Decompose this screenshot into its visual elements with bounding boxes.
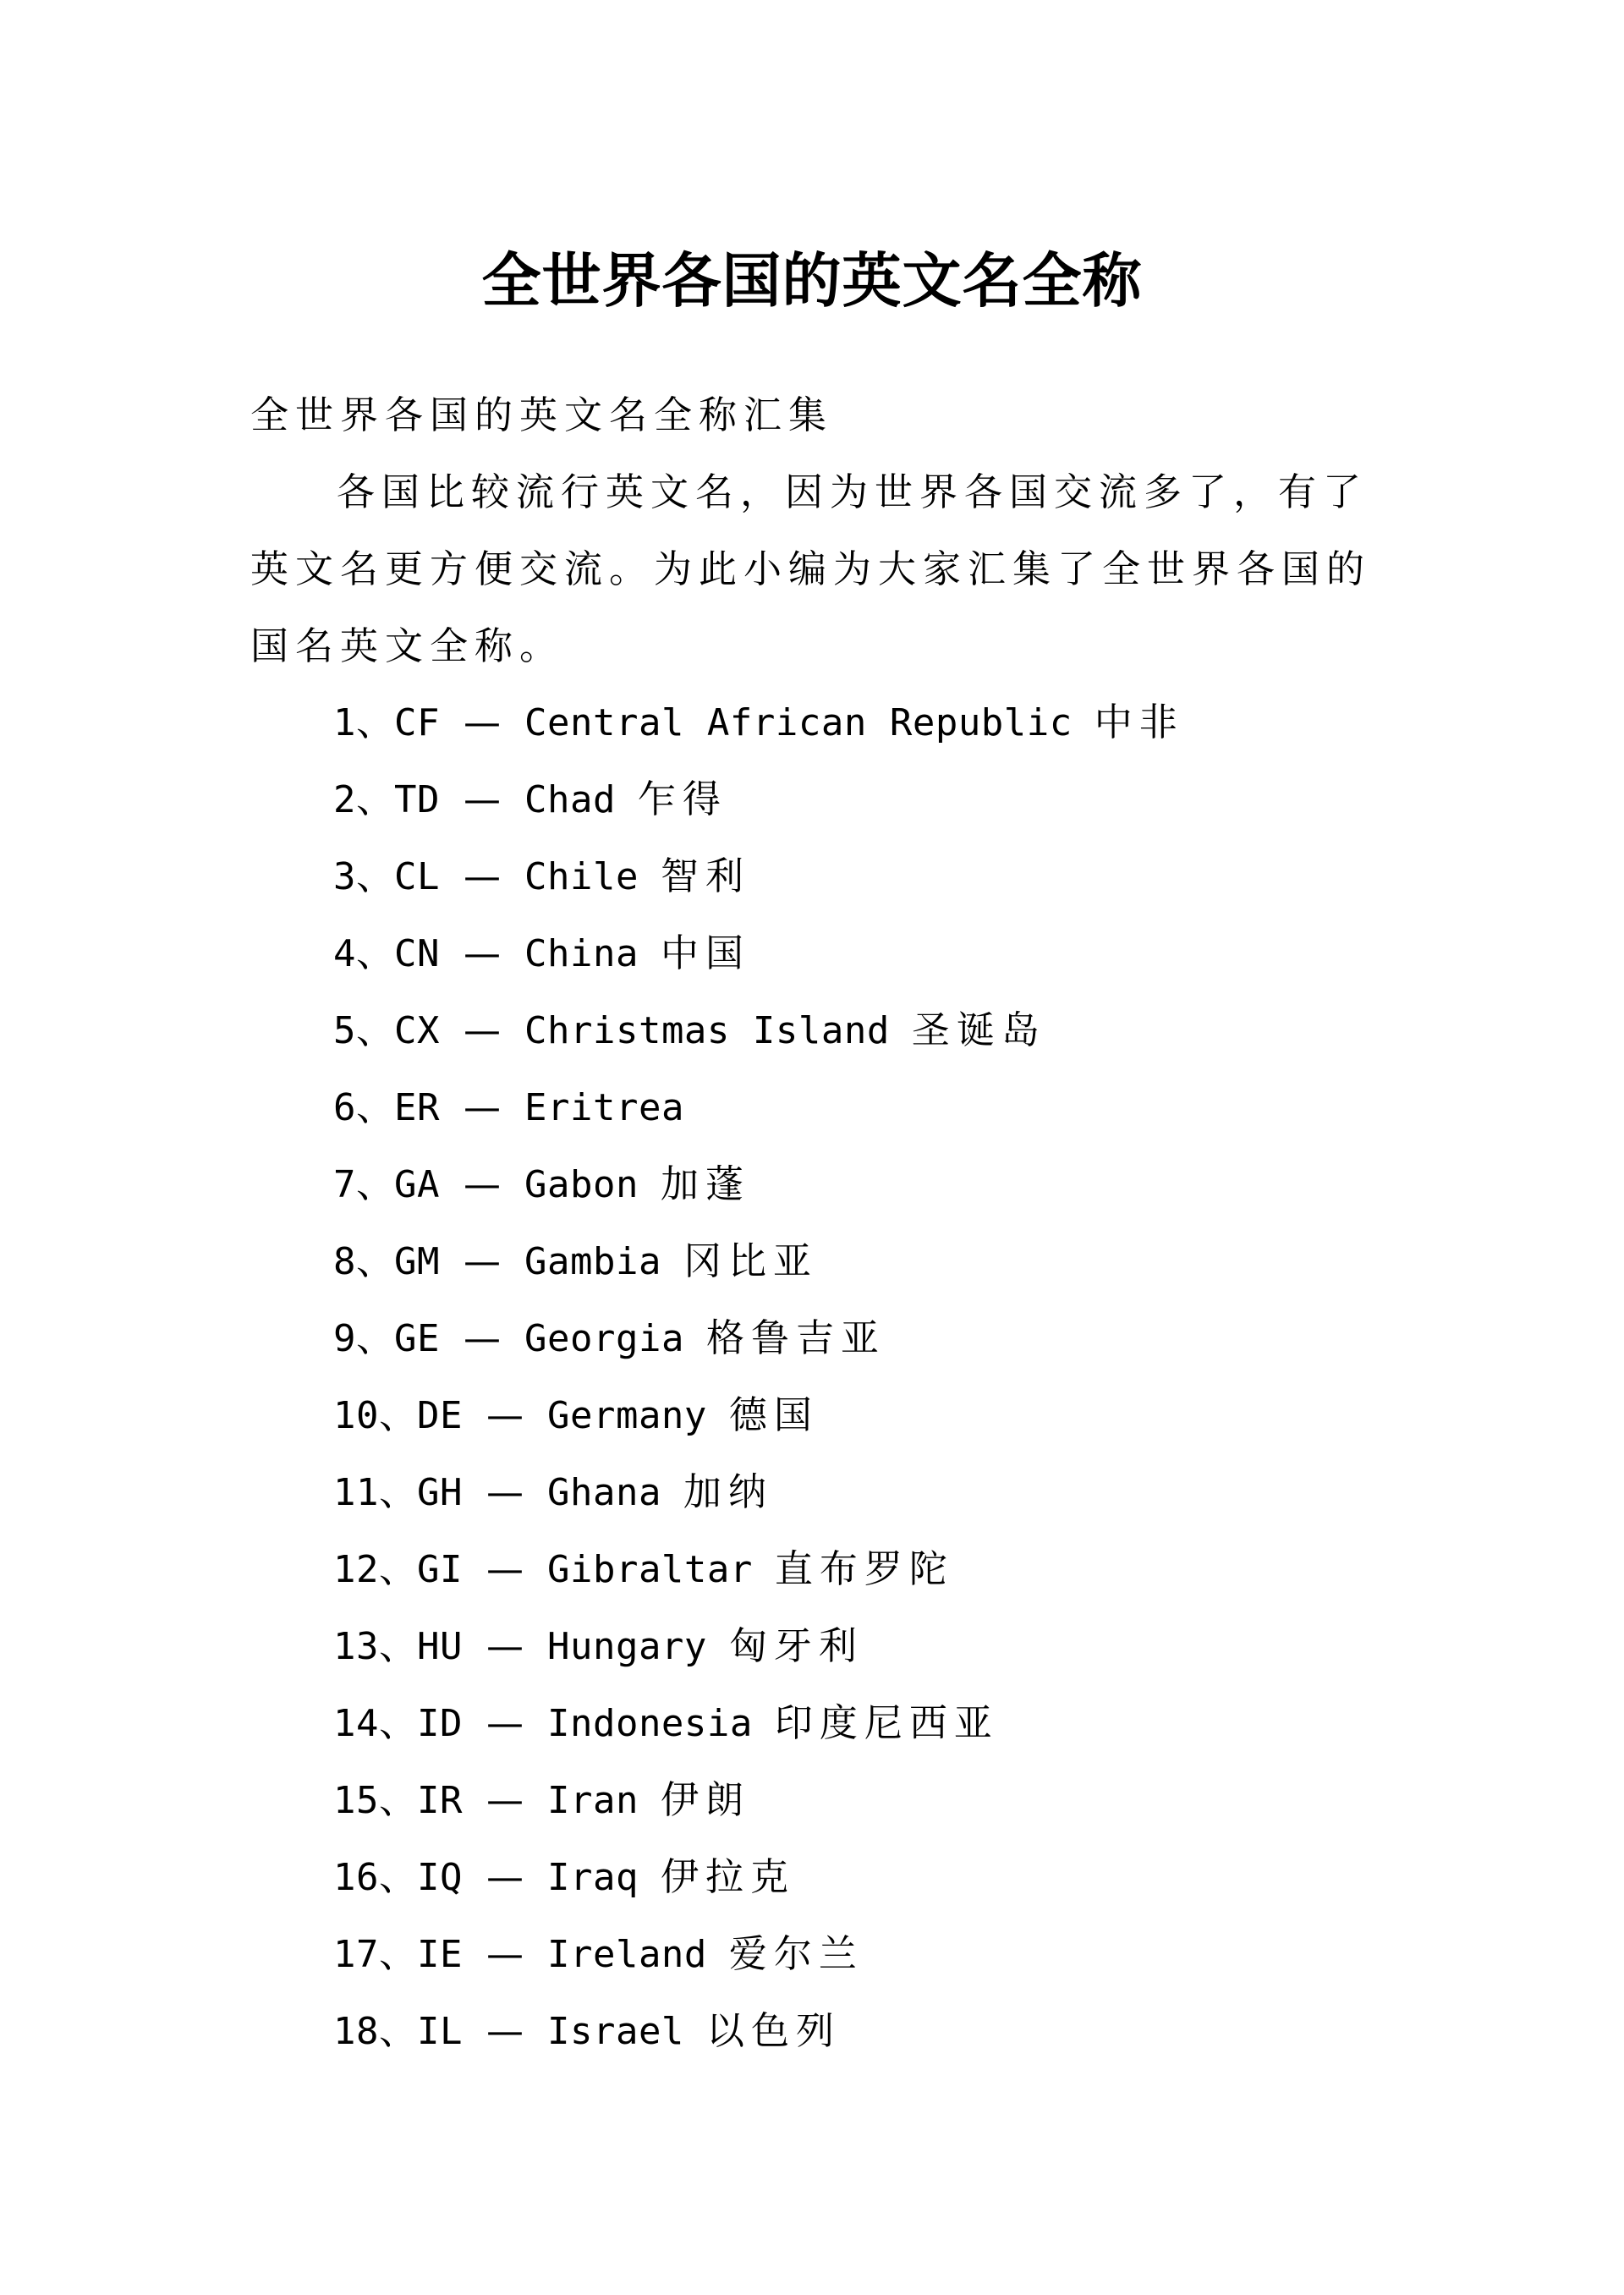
item-number: 7: [333, 1163, 356, 1206]
country-name-en: Chad: [524, 778, 616, 821]
item-delimiter: 、: [378, 1392, 417, 1437]
country-name-cn: 圣诞岛: [911, 1007, 1046, 1052]
country-name-cn: 匈牙利: [728, 1623, 864, 1668]
separator-dash: —: [486, 1702, 524, 1745]
item-number: 17: [333, 1933, 379, 1976]
country-name-cn: 加纳: [683, 1469, 773, 1514]
item-delimiter: 、: [356, 854, 395, 898]
item-delimiter: 、: [356, 1084, 395, 1129]
list-item: [333, 1915, 1184, 1992]
item-number: 13: [333, 1625, 379, 1668]
separator-dash: —: [464, 1163, 501, 1206]
country-code: DE: [417, 1394, 463, 1437]
item-delimiter: 、: [378, 1700, 417, 1745]
separator-dash: —: [464, 701, 501, 744]
country-name-cn: 格鲁吉亚: [705, 1315, 886, 1360]
item-delimiter: 、: [356, 1315, 395, 1360]
separator-dash: —: [486, 1779, 524, 1822]
item-number: 6: [333, 1086, 356, 1129]
country-code: ID: [417, 1702, 463, 1745]
list-item: [333, 1761, 1184, 1838]
country-name-en: Iran: [546, 1779, 639, 1822]
item-delimiter: 、: [378, 1854, 417, 1899]
separator-dash: —: [486, 1471, 524, 1514]
country-code: IR: [417, 1779, 463, 1822]
item-number: 15: [333, 1779, 379, 1822]
country-code: GA: [394, 1163, 440, 1206]
country-name-cn: 伊拉克: [660, 1854, 795, 1899]
separator-dash: —: [486, 1394, 524, 1437]
country-list: [333, 684, 1184, 2069]
separator-dash: —: [486, 2010, 524, 2053]
item-delimiter: 、: [378, 1469, 417, 1514]
country-name-en: Indonesia: [546, 1702, 753, 1745]
separator-dash: —: [464, 1240, 501, 1283]
list-item: [333, 1838, 1184, 1915]
country-name-cn: 冈比亚: [683, 1238, 818, 1283]
item-delimiter: 、: [356, 1007, 395, 1052]
country-code: CF: [394, 701, 440, 744]
separator-dash: —: [486, 1933, 524, 1976]
list-item: [333, 1376, 1184, 1453]
country-name-cn: 以色列: [705, 2008, 841, 2053]
country-code: CN: [394, 932, 440, 975]
country-name-en: Eritrea: [524, 1086, 684, 1129]
list-item: [333, 684, 1184, 760]
country-name-en: China: [524, 932, 639, 975]
list-item: [333, 1068, 1184, 1145]
item-delimiter: 、: [356, 931, 395, 975]
separator-dash: —: [486, 1625, 524, 1668]
country-name-en: Central African Republic: [524, 701, 1073, 744]
intro-paragraph: 各国比较流行英文名，因为世界各国交流多了，有了英文名更方便交流。为此小编为大家汇集了全世界各国的国名英文全称。: [250, 469, 1372, 668]
country-name-en: Georgia: [524, 1317, 684, 1360]
item-delimiter: 、: [378, 1623, 417, 1668]
item-delimiter: 、: [378, 1777, 417, 1822]
separator-dash: —: [464, 1317, 501, 1360]
separator-dash: —: [486, 1548, 524, 1591]
country-name-en: Gabon: [524, 1163, 639, 1206]
list-item: [333, 1145, 1184, 1222]
country-name-en: Ghana: [546, 1471, 661, 1514]
country-name-cn: 加蓬: [660, 1161, 750, 1206]
country-code: GI: [417, 1548, 463, 1591]
country-name-cn: 德国: [728, 1392, 819, 1437]
item-delimiter: 、: [356, 777, 395, 821]
country-name-cn: 中非: [1094, 700, 1184, 744]
list-item: [333, 1530, 1184, 1607]
separator-dash: —: [464, 1086, 501, 1129]
country-code: IL: [417, 2010, 463, 2053]
separator-dash: —: [486, 1856, 524, 1899]
page-title: 全世界各国的英文名全称: [481, 245, 1143, 316]
list-item: [333, 1684, 1184, 1761]
list-item: [333, 1607, 1184, 1684]
list-item: [333, 1992, 1184, 2069]
separator-dash: —: [464, 778, 501, 821]
item-number: 10: [333, 1394, 379, 1437]
item-delimiter: 、: [378, 1931, 417, 1976]
country-name-cn: 直布罗陀: [774, 1546, 954, 1591]
item-number: 12: [333, 1548, 379, 1591]
item-number: 8: [333, 1240, 356, 1283]
country-name-en: Gibraltar: [546, 1548, 753, 1591]
list-item: [333, 837, 1184, 914]
item-number: 3: [333, 855, 356, 898]
country-name-cn: 爱尔兰: [728, 1931, 864, 1976]
country-name-en: Christmas Island: [524, 1009, 890, 1052]
country-name-cn: 智利: [660, 854, 750, 898]
item-number: 14: [333, 1702, 379, 1745]
item-delimiter: 、: [378, 1546, 417, 1591]
country-code: TD: [394, 778, 440, 821]
item-number: 16: [333, 1856, 379, 1899]
country-name-en: Iraq: [546, 1856, 639, 1899]
country-code: HU: [417, 1625, 463, 1668]
country-name-cn: 印度尼西亚: [774, 1700, 999, 1745]
list-item: [333, 991, 1184, 1068]
item-number: 18: [333, 2010, 379, 2053]
country-code: ER: [394, 1086, 440, 1129]
item-number: 5: [333, 1009, 356, 1052]
list-item: [333, 1453, 1184, 1530]
country-code: CL: [394, 855, 440, 898]
country-name-en: Chile: [524, 855, 639, 898]
country-code: GM: [394, 1240, 440, 1283]
list-item: [333, 914, 1184, 991]
country-code: IE: [417, 1933, 463, 1976]
country-code: GH: [417, 1471, 463, 1514]
country-code: IQ: [417, 1856, 463, 1899]
item-number: 4: [333, 932, 356, 975]
list-item: [333, 1299, 1184, 1376]
list-item: [333, 760, 1184, 837]
item-number: 9: [333, 1317, 356, 1360]
item-number: 11: [333, 1471, 379, 1514]
country-name-cn: 伊朗: [660, 1777, 750, 1822]
country-name-cn: 乍得: [637, 777, 727, 821]
item-delimiter: 、: [378, 2008, 417, 2053]
country-name-en: Gambia: [524, 1240, 661, 1283]
country-code: CX: [394, 1009, 440, 1052]
country-name-en: Israel: [546, 2010, 684, 2053]
separator-dash: —: [464, 855, 501, 898]
separator-dash: —: [464, 1009, 501, 1052]
item-delimiter: 、: [356, 1161, 395, 1206]
item-number: 2: [333, 778, 356, 821]
separator-dash: —: [464, 932, 501, 975]
country-name-en: Ireland: [546, 1933, 707, 1976]
country-name-cn: 中国: [660, 931, 750, 975]
list-item: [333, 1222, 1184, 1299]
document-subtitle: 全世界各国的英文名全称汇集: [250, 393, 834, 437]
country-name-en: Germany: [546, 1394, 707, 1437]
item-delimiter: 、: [356, 700, 395, 744]
country-code: GE: [394, 1317, 440, 1360]
item-number: 1: [333, 701, 356, 744]
country-name-en: Hungary: [546, 1625, 707, 1668]
item-delimiter: 、: [356, 1238, 395, 1283]
